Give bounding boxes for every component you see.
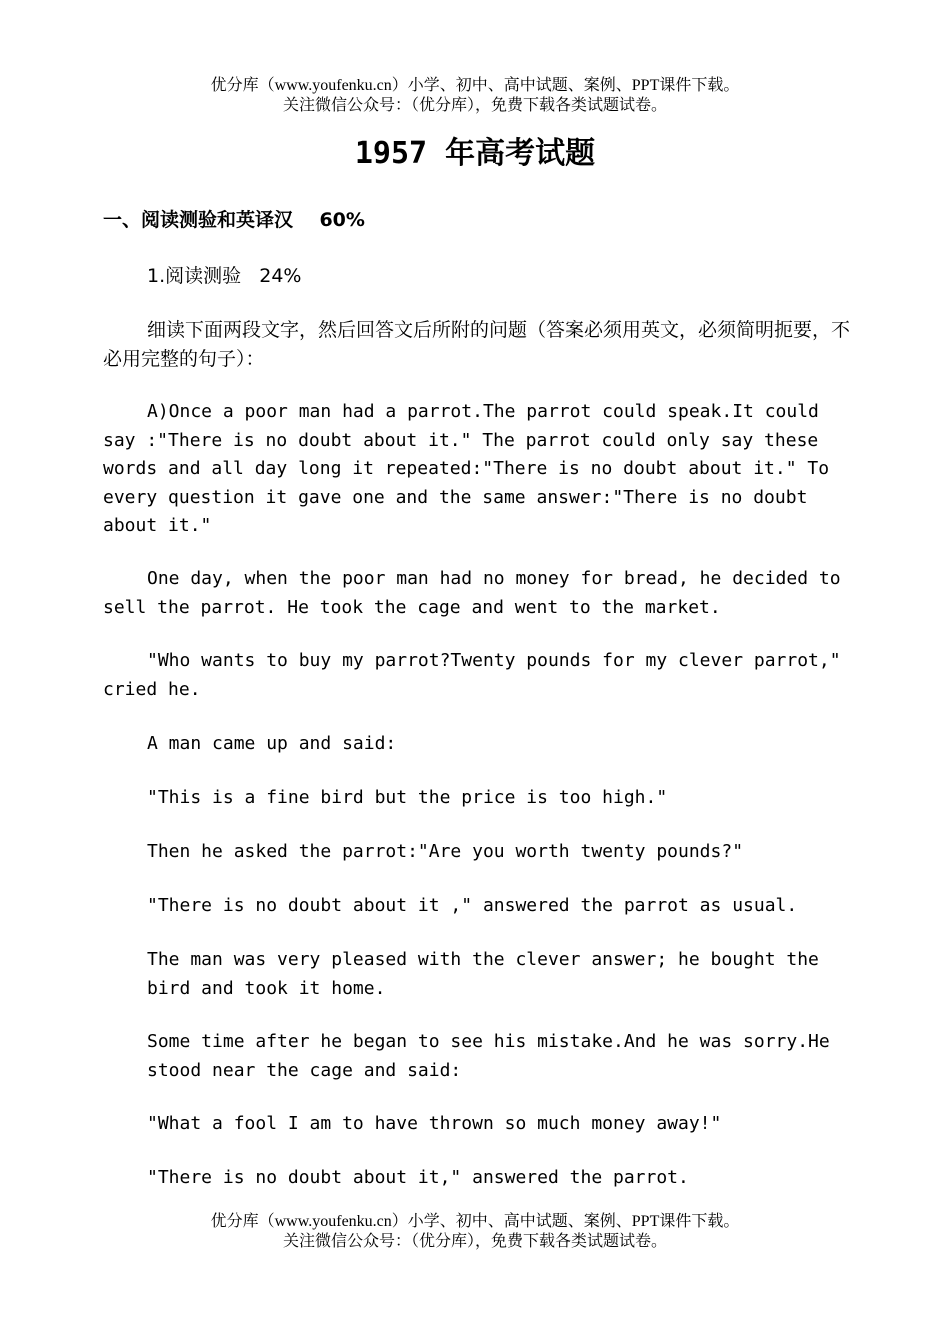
instruction-paragraph: 细读下面两段文字，然后回答文后所附的问题（答案必须用英文，必须简明扼要，不必用完整的句子）： bbox=[103, 319, 851, 370]
header-line-2: 关注微信公众号：（优分库），免费下载各类试题试卷。 bbox=[282, 97, 667, 114]
passage-paragraph-10: "What a fool I am to have thrown so much money away!" bbox=[147, 1113, 722, 1134]
passage-paragraph-4: A man came up and said: bbox=[147, 733, 397, 754]
passage-paragraph-7: "There is no doubt about it ," answered the parrot as usual. bbox=[147, 895, 798, 916]
page-title: 1957 年高考试题 bbox=[354, 136, 596, 171]
passage-paragraph-5: "This is a fine bird but the price is too high." bbox=[147, 787, 668, 808]
section-heading: 一、阅读测验和英译汉 60% bbox=[103, 209, 365, 231]
passage-paragraph-6: Then he asked the parrot:"Are you worth twenty pounds?" bbox=[147, 841, 744, 862]
passage-paragraph-9: Some time after he began to see his mistake.And he was sorry.He stood near the cage and said: bbox=[147, 1031, 830, 1081]
header-line-1: 优分库（www.youfenku.cn）小学、初中、高中试题、案例、PPT课件下载。 bbox=[210, 77, 740, 94]
passage-paragraph-3: "Who wants to buy my parrot?Twenty pounds for my clever parrot," cried he. bbox=[103, 650, 841, 700]
passage-paragraph-1: A)Once a poor man had a parrot.The parrot could speak.It could say :"There is no doubt about it." The parrot could only say these words and all day long it repeated:"There is no doubt about it." To every question it gave one and the same answer:"There is no doubt about it." bbox=[103, 401, 830, 536]
footer-line-2: 关注微信公众号：（优分库），免费下载各类试题试卷。 bbox=[282, 1233, 667, 1250]
page-footer bbox=[0, 1212, 950, 1252]
passage-paragraph-11: "There is no doubt about it," answered the parrot. bbox=[147, 1167, 689, 1188]
passage-paragraph-2: One day, when the poor man had no money for bread, he decided to sell the parrot. He took the cage and went to the market. bbox=[103, 568, 841, 618]
page-header bbox=[0, 76, 950, 116]
passage-paragraph-8: The man was very pleased with the clever answer; he bought the bird and took it home. bbox=[147, 949, 819, 999]
footer-line-1: 优分库（www.youfenku.cn）小学、初中、高中试题、案例、PPT课件下载。 bbox=[210, 1213, 740, 1230]
subsection-heading: 1.阅读测验 24% bbox=[147, 265, 302, 287]
